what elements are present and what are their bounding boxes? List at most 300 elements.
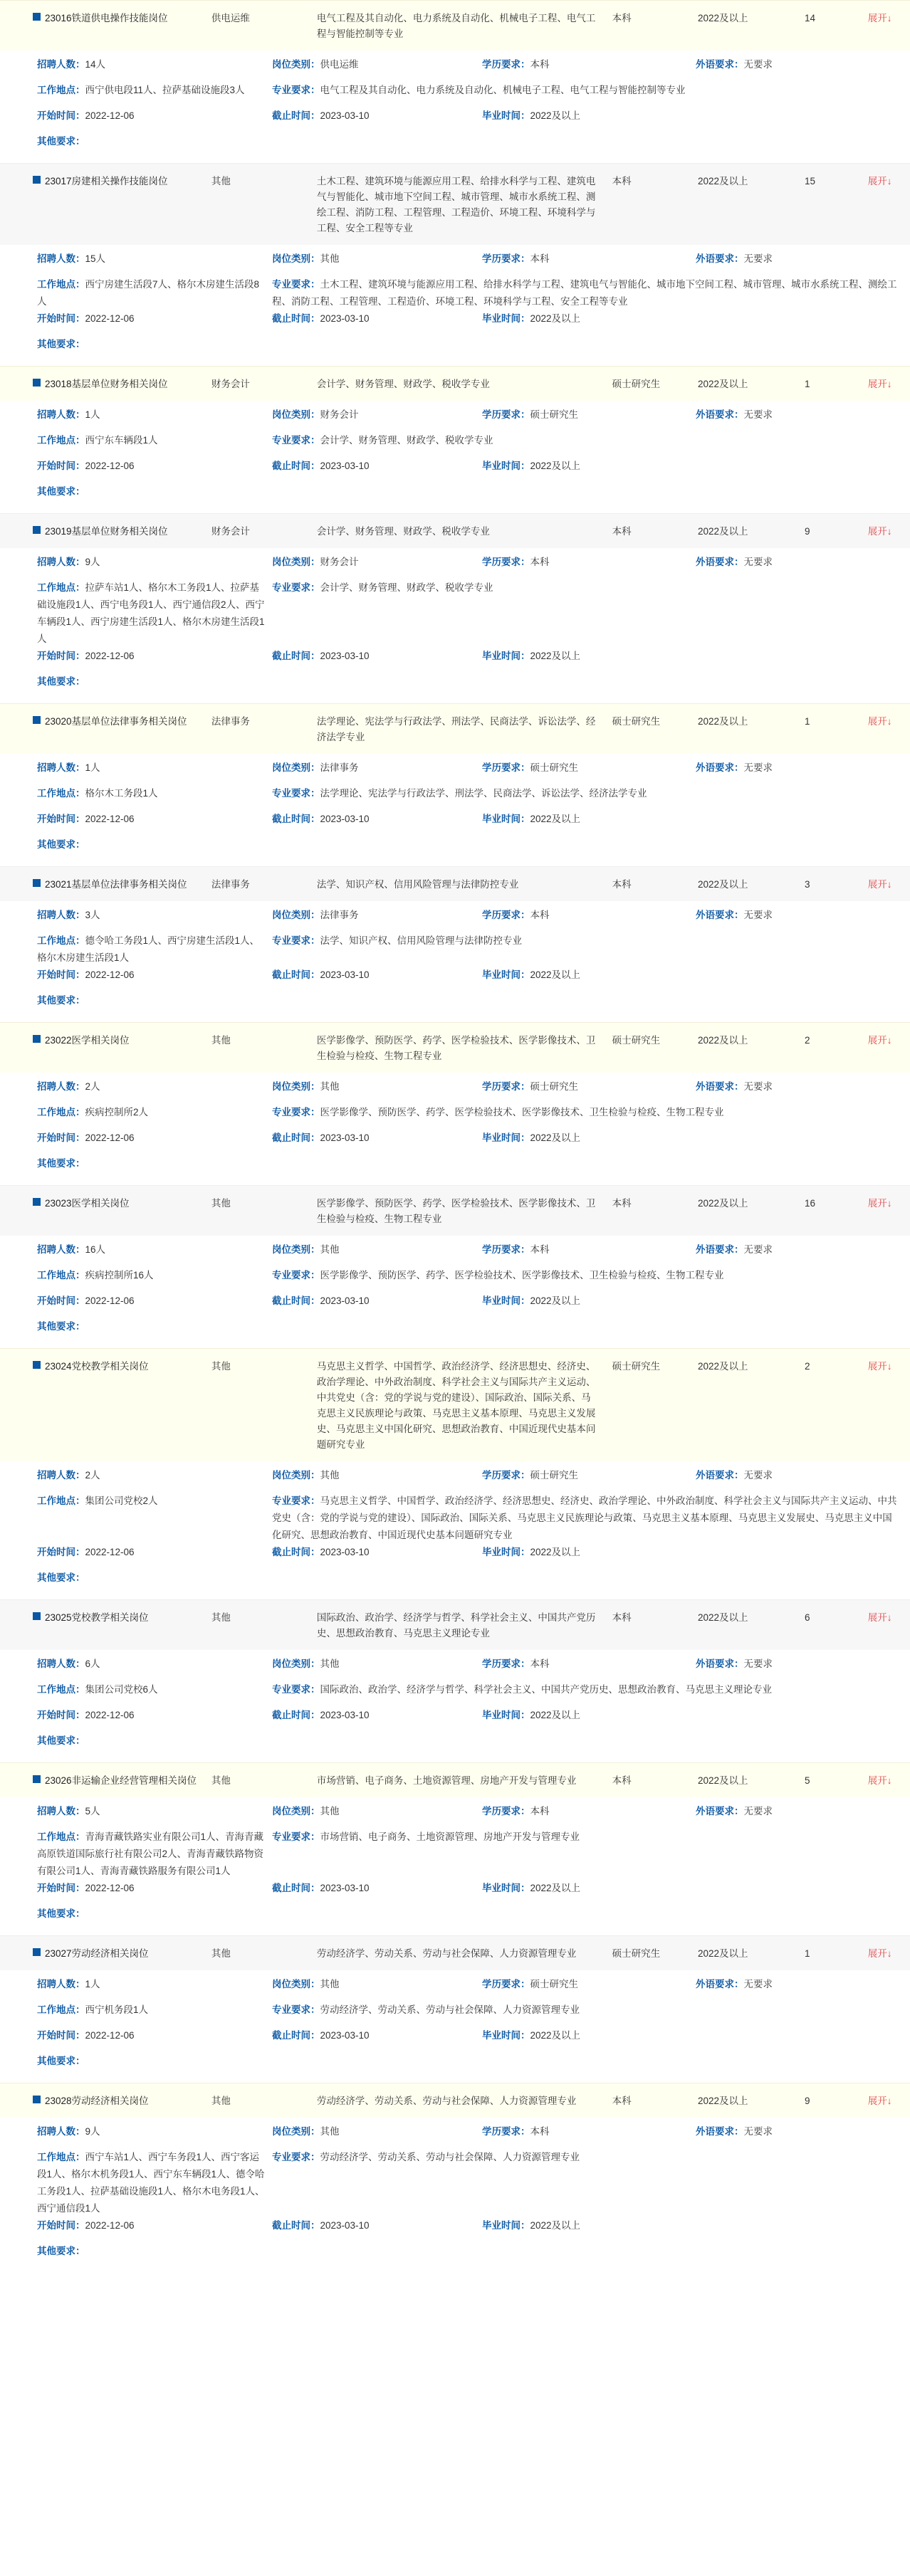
job-details (0, 1073, 910, 1185)
detail-right-major (272, 82, 910, 99)
bullet-square-icon (33, 1612, 41, 1620)
label-major: 专业要求： (272, 1107, 320, 1118)
label-deadline: 截止时间： (272, 1547, 320, 1557)
label-category: 岗位类别： (272, 1244, 320, 1255)
job-summary-row[interactable] (0, 513, 910, 548)
job-summary-row[interactable] (0, 163, 910, 245)
label-start: 开始时间： (37, 1132, 85, 1143)
label-location: 工作地点： (37, 1107, 85, 1118)
value-grad: 2022及以上 (530, 1710, 581, 1720)
job-name[interactable]: 23027劳动经济相关岗位 (45, 1948, 149, 1959)
label-lang: 外语要求： (696, 1806, 744, 1817)
value-deadline: 2023-03-10 (320, 814, 370, 824)
bullet-square-icon (33, 176, 41, 184)
job-summary-row[interactable] (0, 2083, 910, 2118)
detail-major (272, 932, 899, 950)
detail-row-location (37, 82, 910, 107)
detail-right-major (272, 1267, 910, 1284)
detail-education (482, 1803, 696, 1820)
job-headcount: 1 (804, 716, 810, 727)
label-category: 岗位类别： (272, 1806, 320, 1817)
detail-deadline (272, 2027, 482, 2044)
job-education: 本科 (612, 2096, 632, 2106)
detail-location (37, 1681, 272, 1698)
detail-row-other (37, 2053, 910, 2078)
detail-right-recruit (272, 1803, 910, 1820)
expand-button[interactable]: 展开↓ (867, 2096, 892, 2106)
value-edu: 硕士研究生 (530, 1470, 578, 1481)
job-summary-row[interactable] (0, 1348, 910, 1461)
job-education: 硕士研究生 (612, 716, 661, 727)
detail-right-dates (272, 458, 910, 475)
label-other: 其他要求： (37, 1572, 85, 1583)
detail-right-dates (272, 811, 910, 828)
detail-language (696, 554, 881, 571)
value-category: 法律事务 (320, 910, 359, 920)
detail-location (37, 932, 272, 967)
detail-row-other (37, 673, 910, 699)
value-start: 2022-12-06 (85, 461, 135, 471)
detail-recruit (37, 907, 272, 924)
detail-major (272, 785, 899, 802)
job-name[interactable]: 23025党校教学相关岗位 (45, 1612, 149, 1623)
expand-button[interactable]: 展开↓ (867, 879, 892, 890)
value-deadline: 2023-03-10 (320, 651, 370, 661)
value-start: 2022-12-06 (85, 1547, 135, 1557)
detail-right-recruit (272, 1976, 910, 1993)
value-category: 供电运维 (320, 59, 359, 70)
detail-graduation (482, 2027, 696, 2044)
label-major: 专业要求： (272, 2152, 320, 2162)
value-location: 西宁车站1人、西宁车务段1人、西宁客运段1人、格尔木机务段1人、西宁东车辆段1人、德令哈工务段1人、拉萨基础设施段1人、格尔木电务段1人、西宁通信段1人 (37, 2152, 265, 2214)
label-category: 岗位类别： (272, 409, 320, 420)
detail-right-recruit (272, 1656, 910, 1673)
label-recruit: 招聘人数： (37, 253, 85, 264)
label-lang: 外语要求： (696, 1244, 744, 1255)
job-details (0, 1236, 910, 1348)
job-category: 法律事务 (211, 879, 250, 890)
job-education: 硕士研究生 (612, 1948, 661, 1959)
label-location: 工作地点： (37, 279, 85, 290)
label-grad: 毕业时间： (482, 1710, 530, 1720)
job-graduation: 2022及以上 (698, 379, 748, 389)
value-major: 医学影像学、预防医学、药学、医学检验技术、医学影像技术、卫生检验与检疫、生物工程专业 (320, 1107, 724, 1118)
detail-right-major (272, 1681, 910, 1698)
detail-start (37, 648, 272, 665)
expand-button[interactable]: 展开↓ (867, 176, 892, 186)
detail-category (272, 1976, 482, 1993)
detail-location (37, 2149, 272, 2217)
job-details (0, 548, 910, 703)
job-graduation: 2022及以上 (698, 1361, 748, 1372)
detail-row-other (37, 836, 910, 862)
detail-other (37, 1155, 272, 1172)
job-name[interactable]: 23028劳动经济相关岗位 (45, 2096, 149, 2106)
value-grad: 2022及以上 (530, 1547, 581, 1557)
value-lang: 无要求 (743, 1244, 773, 1255)
job-summary-row[interactable] (0, 0, 910, 51)
job-details (0, 51, 910, 163)
value-location: 格尔木工务段1人 (85, 788, 158, 799)
job-headcount: 3 (804, 879, 810, 890)
job-summary-row[interactable] (0, 1599, 910, 1650)
detail-right-major (272, 785, 910, 802)
detail-language (696, 1467, 881, 1484)
label-deadline: 截止时间： (272, 313, 320, 324)
label-lang: 外语要求： (696, 2126, 744, 2137)
expand-button[interactable]: 展开↓ (867, 1361, 892, 1372)
detail-language (696, 907, 881, 924)
value-category: 其他 (320, 1806, 340, 1817)
detail-right-recruit (272, 554, 910, 571)
job-major: 市场营销、电子商务、土地资源管理、房地产开发与管理专业 (316, 1775, 577, 1786)
label-recruit: 招聘人数： (37, 557, 85, 567)
label-lang: 外语要求： (696, 59, 744, 70)
value-lang: 无要求 (743, 59, 773, 70)
detail-row-location (37, 932, 910, 967)
detail-location (37, 1493, 272, 1510)
value-category: 财务会计 (320, 409, 359, 420)
label-grad: 毕业时间： (482, 461, 530, 471)
detail-start (37, 310, 272, 327)
expand-button[interactable]: 展开↓ (867, 1948, 892, 1959)
label-grad: 毕业时间： (482, 2030, 530, 2041)
expand-button[interactable]: 展开↓ (867, 1035, 892, 1046)
expand-button[interactable]: 展开↓ (867, 526, 892, 537)
value-major: 土木工程、建筑环境与能源应用工程、给排水科学与工程、建筑电气与智能化、城市地下空间工程、城市管理、城市水系统工程、测绘工程、消防工程、工程管理、工程造价、环境工程、环境科学与工程、安全工程等专业 (272, 279, 897, 307)
detail-education (482, 1656, 696, 1673)
bullet-square-icon (33, 526, 41, 534)
detail-graduation (482, 1130, 696, 1147)
detail-deadline (272, 458, 482, 475)
label-deadline: 截止时间： (272, 2030, 320, 2041)
value-grad: 2022及以上 (530, 2030, 581, 2041)
detail-graduation (482, 107, 696, 125)
detail-education (482, 251, 696, 268)
value-major: 劳动经济学、劳动关系、劳动与社会保障、人力资源管理专业 (320, 2152, 580, 2162)
detail-language (696, 251, 881, 268)
detail-major (272, 2002, 899, 2019)
detail-row-location (37, 276, 910, 310)
job-item (0, 1935, 910, 2083)
detail-row-start (37, 1293, 910, 1318)
value-major: 会计学、财务管理、财政学、税收学专业 (320, 435, 493, 446)
bullet-square-icon (33, 2096, 41, 2103)
detail-row-other (37, 1733, 910, 1758)
job-graduation: 2022及以上 (698, 13, 748, 23)
detail-education (482, 2123, 696, 2140)
label-category: 岗位类别： (272, 1470, 320, 1481)
job-graduation: 2022及以上 (698, 1948, 748, 1959)
detail-right-major (272, 2002, 910, 2019)
detail-right-recruit (272, 406, 910, 424)
detail-language (696, 1078, 881, 1095)
expand-button[interactable]: 展开↓ (867, 1775, 892, 1786)
label-deadline: 截止时间： (272, 2220, 320, 2231)
job-graduation: 2022及以上 (698, 879, 748, 890)
job-item (0, 1762, 910, 1935)
detail-deadline (272, 1293, 482, 1310)
detail-recruit (37, 1078, 272, 1095)
detail-deadline (272, 1707, 482, 1724)
label-major: 专业要求： (272, 935, 320, 946)
value-start: 2022-12-06 (85, 313, 135, 324)
label-lang: 外语要求： (696, 1979, 744, 1989)
detail-language (696, 1803, 881, 1820)
job-summary-row[interactable] (0, 1935, 910, 1970)
job-item (0, 1022, 910, 1185)
job-major: 国际政治、政治学、经济学与哲学、科学社会主义、中国共产党历史、思想政治教育、马克思主义理论专业 (316, 1612, 596, 1639)
label-start: 开始时间： (37, 110, 85, 121)
value-major: 法学、知识产权、信用风险管理与法律防控专业 (320, 935, 522, 946)
detail-recruit (37, 1656, 272, 1673)
job-summary-row[interactable] (0, 1185, 910, 1236)
value-major: 国际政治、政治学、经济学与哲学、科学社会主义、中国共产党历史、思想政治教育、马克思主义理论专业 (320, 1684, 772, 1695)
detail-deadline (272, 648, 482, 665)
detail-recruit (37, 759, 272, 777)
job-education: 硕士研究生 (612, 1361, 661, 1372)
job-major: 电气工程及其自动化、电力系统及自动化、机械电子工程、电气工程与智能控制等专业 (316, 13, 596, 39)
job-name[interactable]: 23019基层单位财务相关岗位 (45, 526, 168, 537)
detail-right-dates (272, 967, 910, 984)
label-recruit: 招聘人数： (37, 910, 85, 920)
job-summary-row[interactable] (0, 1022, 910, 1073)
value-major: 法学理论、宪法学与行政法学、刑法学、民商法学、诉讼法学、经济法学专业 (320, 788, 647, 799)
value-grad: 2022及以上 (530, 1883, 581, 1893)
detail-language (696, 1976, 881, 1993)
value-deadline: 2023-03-10 (320, 2030, 370, 2041)
label-grad: 毕业时间： (482, 313, 530, 324)
value-start: 2022-12-06 (85, 1295, 135, 1306)
value-edu: 硕士研究生 (530, 1979, 578, 1989)
detail-category (272, 406, 482, 424)
label-location: 工作地点： (37, 1495, 85, 1506)
value-location: 西宁机务段1人 (85, 2004, 149, 2015)
detail-row-start (37, 1880, 910, 1905)
detail-right-major (272, 2149, 910, 2166)
value-recruit: 14人 (85, 59, 106, 70)
value-start: 2022-12-06 (85, 651, 135, 661)
job-name[interactable]: 23023医学相关岗位 (45, 1198, 130, 1209)
value-location: 西宁房建生活段7人、格尔木房建生活段8人 (37, 279, 260, 307)
detail-right-dates (272, 1130, 910, 1147)
label-edu: 学历要求： (482, 253, 530, 264)
label-edu: 学历要求： (482, 1658, 530, 1669)
label-category: 岗位类别： (272, 59, 320, 70)
detail-row-other (37, 133, 910, 159)
job-name[interactable]: 23026非运输企业经营管理相关岗位 (45, 1775, 197, 1786)
value-lang: 无要求 (743, 762, 773, 773)
value-location: 西宁供电段11人、拉萨基础设施段3人 (85, 85, 245, 95)
detail-location (37, 579, 272, 648)
label-major: 专业要求： (272, 788, 320, 799)
detail-right-major (272, 1493, 910, 1544)
detail-category (272, 2123, 482, 2140)
label-other: 其他要求： (37, 2056, 85, 2066)
job-name[interactable]: 23017房建相关操作技能岗位 (45, 176, 168, 186)
value-start: 2022-12-06 (85, 2220, 135, 2231)
label-start: 开始时间： (37, 313, 85, 324)
job-education: 本科 (612, 1612, 632, 1623)
expand-button[interactable]: 展开↓ (867, 1198, 892, 1209)
job-category: 其他 (211, 1361, 231, 1372)
job-details (0, 401, 910, 513)
value-lang: 无要求 (743, 910, 773, 920)
value-location: 拉萨车站1人、格尔木工务段1人、拉萨基础设施段1人、西宁电务段1人、西宁通信段2人、西宁车辆段1人、西宁房建生活段1人、格尔木房建生活段1人 (37, 582, 265, 644)
detail-row-other (37, 1570, 910, 1595)
job-headcount: 2 (804, 1035, 810, 1046)
label-deadline: 截止时间： (272, 461, 320, 471)
detail-row-recruit (37, 759, 910, 785)
label-category: 岗位类别： (272, 1081, 320, 1092)
expand-button[interactable]: 展开↓ (867, 1612, 892, 1623)
job-category: 其他 (211, 1198, 231, 1209)
detail-start (37, 1707, 272, 1724)
detail-recruit (37, 554, 272, 571)
label-category: 岗位类别： (272, 253, 320, 264)
job-major: 马克思主义哲学、中国哲学、政治经济学、经济思想史、经济史、政治学理论、中外政治制度、科学社会主义与国际共产主义运动、中共党史（含：党的学说与党的建设）、国际政治、国际关系、马克思主义民族理论与政策、马克思主义基本原理、马克思主义发展史、马克思主义中国化研究、思想政治教育、中国近现代史基本问题研究专业 (316, 1361, 596, 1450)
job-category: 财务会计 (211, 379, 250, 389)
detail-other (37, 2243, 272, 2260)
label-other: 其他要求： (37, 1158, 85, 1169)
value-recruit: 2人 (85, 1470, 100, 1481)
label-location: 工作地点： (37, 2004, 85, 2015)
label-edu: 学历要求： (482, 409, 530, 420)
detail-category (272, 56, 482, 73)
job-name[interactable]: 23021基层单位法律事务相关岗位 (45, 879, 187, 890)
detail-category (272, 1241, 482, 1258)
detail-other (37, 992, 272, 1009)
value-major: 马克思主义哲学、中国哲学、政治经济学、经济思想史、经济史、政治学理论、中外政治制度、科学社会主义与国际共产主义运动、中共党史（含：党的学说与党的建设）、国际政治、国际关系、马克思主义民族理论与政策、马克思主义基本原理、马克思主义发展史、马克思主义中国化研究、思想政治教育、中国近现代史基本问题研究专业 (272, 1495, 897, 1540)
detail-recruit (37, 1241, 272, 1258)
value-recruit: 16人 (85, 1244, 106, 1255)
detail-major (272, 1829, 899, 1846)
value-grad: 2022及以上 (530, 110, 581, 121)
job-summary-row[interactable] (0, 703, 910, 754)
label-location: 工作地点： (37, 1831, 85, 1842)
label-category: 岗位类别： (272, 762, 320, 773)
value-start: 2022-12-06 (85, 969, 135, 980)
value-grad: 2022及以上 (530, 651, 581, 661)
detail-category (272, 1656, 482, 1673)
label-start: 开始时间： (37, 1883, 85, 1893)
detail-graduation (482, 310, 696, 327)
job-name[interactable]: 23018基层单位财务相关岗位 (45, 379, 168, 389)
bullet-square-icon (33, 1198, 41, 1206)
label-deadline: 截止时间： (272, 1295, 320, 1306)
detail-major (272, 2149, 899, 2166)
detail-deadline (272, 107, 482, 125)
detail-deadline (272, 1544, 482, 1561)
value-category: 其他 (320, 1979, 340, 1989)
detail-row-start (37, 1130, 910, 1155)
job-headcount: 5 (804, 1775, 810, 1786)
detail-graduation (482, 967, 696, 984)
value-category: 其他 (320, 253, 340, 264)
value-edu: 硕士研究生 (530, 409, 578, 420)
value-category: 法律事务 (320, 762, 359, 773)
detail-recruit (37, 1976, 272, 1993)
job-headcount: 15 (804, 176, 816, 186)
value-recruit: 2人 (85, 1081, 100, 1092)
job-item (0, 366, 910, 513)
expand-button[interactable]: 展开↓ (867, 716, 892, 727)
job-name[interactable]: 23020基层单位法律事务相关岗位 (45, 716, 187, 727)
bullet-square-icon (33, 879, 41, 887)
detail-row-start (37, 1707, 910, 1733)
value-lang: 无要求 (743, 1658, 773, 1669)
job-name[interactable]: 23024党校教学相关岗位 (45, 1361, 149, 1372)
detail-right-recruit (272, 759, 910, 777)
detail-language (696, 2123, 881, 2140)
label-start: 开始时间： (37, 2030, 85, 2041)
detail-major (272, 432, 899, 449)
detail-start (37, 1544, 272, 1561)
label-edu: 学历要求： (482, 557, 530, 567)
label-start: 开始时间： (37, 2220, 85, 2231)
detail-start (37, 1293, 272, 1310)
label-deadline: 截止时间： (272, 969, 320, 980)
detail-graduation (482, 1880, 696, 1897)
detail-row-location (37, 1681, 910, 1707)
value-recruit: 15人 (85, 253, 106, 264)
job-major: 法学、知识产权、信用风险管理与法律防控专业 (316, 879, 519, 890)
job-summary-row[interactable] (0, 1762, 910, 1797)
detail-recruit (37, 406, 272, 424)
job-education: 硕士研究生 (612, 1035, 661, 1046)
value-lang: 无要求 (743, 253, 773, 264)
detail-row-location (37, 432, 910, 458)
detail-right-dates (272, 1880, 910, 1897)
detail-row-recruit (37, 406, 910, 432)
value-start: 2022-12-06 (85, 2030, 135, 2041)
detail-other (37, 1570, 272, 1587)
job-details (0, 754, 910, 866)
job-major: 医学影像学、预防医学、药学、医学检验技术、医学影像技术、卫生检验与检疫、生物工程专业 (316, 1198, 596, 1224)
detail-row-recruit (37, 554, 910, 579)
value-lang: 无要求 (743, 1979, 773, 1989)
detail-other (37, 483, 272, 500)
job-category: 法律事务 (211, 716, 250, 727)
label-grad: 毕业时间： (482, 2220, 530, 2231)
detail-education (482, 554, 696, 571)
detail-location (37, 432, 272, 449)
value-location: 集团公司党校2人 (85, 1495, 158, 1506)
detail-row-location (37, 785, 910, 811)
value-deadline: 2023-03-10 (320, 1295, 370, 1306)
value-location: 青海青藏铁路实业有限公司1人、青海青藏高原铁道国际旅行社有限公司2人、青海青藏铁路物资有限公司1人、青海青藏铁路服务有限公司1人 (37, 1831, 264, 1876)
detail-education (482, 1976, 696, 1993)
value-grad: 2022及以上 (530, 1295, 581, 1306)
job-name[interactable]: 23022医学相关岗位 (45, 1035, 130, 1046)
detail-start (37, 1130, 272, 1147)
detail-right-major (272, 276, 910, 310)
job-category: 其他 (211, 1035, 231, 1046)
value-category: 财务会计 (320, 557, 359, 567)
detail-recruit (37, 1803, 272, 1820)
expand-button[interactable]: 展开↓ (867, 379, 892, 389)
job-name[interactable]: 23016铁道供电操作技能岗位 (45, 13, 168, 23)
value-lang: 无要求 (743, 1470, 773, 1481)
expand-button[interactable]: 展开↓ (867, 13, 892, 23)
label-category: 岗位类别： (272, 1658, 320, 1669)
job-summary-row[interactable] (0, 866, 910, 901)
job-summary-row[interactable] (0, 366, 910, 401)
detail-row-recruit (37, 2123, 910, 2149)
job-details (0, 1461, 910, 1599)
label-start: 开始时间： (37, 461, 85, 471)
value-deadline: 2023-03-10 (320, 1132, 370, 1143)
